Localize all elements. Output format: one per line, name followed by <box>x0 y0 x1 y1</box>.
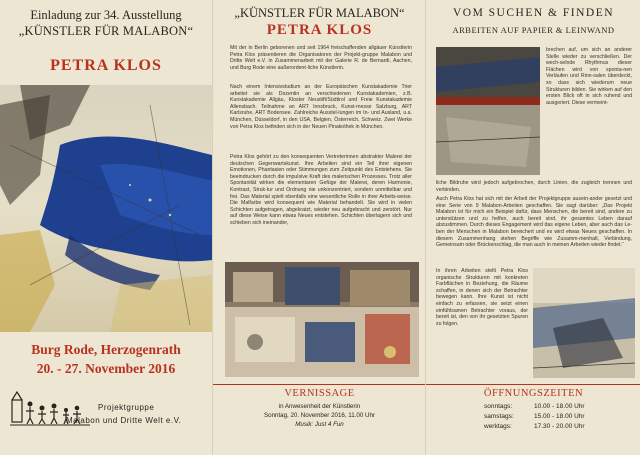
studio-photo <box>225 262 419 377</box>
hours-time: 15.00 - 18.00 Uhr <box>534 413 585 420</box>
hours-time: 10.00 - 18.00 Uhr <box>534 403 585 410</box>
org-name-line2: Malabon und Dritte Welt e.V. <box>66 416 182 425</box>
hours-day: sonntags: <box>484 403 513 410</box>
hours-time: 17.30 - 20.00 Uhr <box>534 423 585 430</box>
about-title: „KÜNSTLER FÜR MALABON“ <box>234 6 405 20</box>
vernissage-datetime: Sonntag, 20. November 2016, 11.00 Uhr <box>264 412 375 419</box>
invitation-line: Einladung zur 34. Ausstellung <box>30 8 182 22</box>
org-name-line1: Projektgruppe <box>98 403 155 412</box>
vernissage-heading: VERNISSAGE <box>284 388 355 399</box>
artist-name: PETRA KLOS <box>50 57 162 74</box>
works-quote: Auch Petra Klos hat sich mit der Arbeit der Projektgruppe ausein-ander gesetzt und eine Serie von 9 Malabon-Arbeiten geschaffen. Sie sagt darüber: „Das Projekt Malabon ist für mich ein Beispiel dafür, dass Menschen, die bereit sind, andere zu unterstützen und zu helfen, auch bereit sind, ihr gesamtes Leben darauf abzustimmen. Durch dieses Engagement wird das eigene Leben, aber auch das Le-ben der Menschen in Malabon bereichert und es wird etwas Neues geschaffen. In diesem Zusammenhang stehen Begriffe wie Zusamm-menhalt, Verbindung, Gemeinsam oder Brückenschlag, die man auch in meinen Arbeiten wieder findet.“ <box>436 196 632 249</box>
vernissage-presence: in Anwesenheit der Künstlerin <box>278 403 361 410</box>
works-text-1: brechen auf, um sich an anderer Stelle wieder zu verschließen. Der wech-selnde Rhythmus dieser Flächen wird von sponta-nen Verläufen und Rinn-salen überdeckt, so dass sich wiederum neue Strukturen bilden. Sie wirken auf den ersten Blick oft in sich ruhend und ausgeriert. Diese vermeint- <box>546 47 632 106</box>
divider <box>426 384 640 385</box>
hours-day: samstags: <box>484 413 514 420</box>
exhibition-dates: 20. - 27. November 2016 <box>36 361 176 376</box>
works-subtitle: ARBEITEN AUF PAPIER & LEINWAND <box>452 25 615 35</box>
works-title: VOM SUCHEN & FINDEN <box>452 7 615 19</box>
cover-painting <box>0 85 212 332</box>
works-text-3: In ihren Arbeiten stellt Petra Klos organische Strukturen mit konkreten Farbflächen in Beziehung, die Räume schaffen, in denen sich der Betrachter bewegen kann. Ihre Kunst ist nicht einfach zu erfassen, sie setzt einen einfühlsamen Betrachter voraus, der bereit ist, den von ihr gesetzten Spuren zu folgen. <box>436 268 528 327</box>
about-panel <box>212 0 425 455</box>
venue: Burg Rode, Herzogenrath <box>31 342 181 357</box>
bio-paragraph-3: Petra Klos gehört zu den konsequenten Vertreterinnen abstrakter Malerei der deutschen Gegenwartskunst. Ihre Arbeiten sind ein Teil ihrer eigenen Emotionen, Phantasien oder Stimmungen zum Zeitpunkt des Entstehens. Sie beeindrucken durch die impulsive Kraft des malerischen Prozesses. Trotz aller Spontanität wirken die elementaren Gefüge der Malerei, deren Harmonie, Kontrast, Struk-tur und Ordnung nie unkonzentriert, sondern unmittelbar und frei. Das Material spielt ebenfalls eine wesentliche Rolle in ihrer Arbeits-weise. Die Malfarbe wird konsequent wie Material behandelt. Sie wird in vielen Schichten aufgetragen, abgekratzt, wieder neu aufgebracht und zerstört. Nur auf diese Weise kann etwas Neues entstehen. Schichten überlagern sich und schieben sich ineinander, <box>230 154 412 226</box>
bio-paragraph-2: Nach einem Intensivstudium an der Europäischen Kunstakademie Trier arbeitet sie als Dozentin an verschiedenen Kunstakademien, z.B. Kunstakademie Allgäu, Kloster Neustift/Südtirol und Freie Kunstakademie Allensbach. Teilnahme an ART Innsbruck, Kunst-messe Salzburg, ART Karlsruhe, ART Bodensee. Zahlreiche Ausstel-lungen im In- und Ausland, u.a. München, Düsseldorf, in den USA, Belgien, Österreich, Schweiz. Zwei Werke von Petra Klos befinden sich in der Neuen Pinakothek in München. <box>230 84 412 130</box>
works-text-2: liche Bildruhe wird jedoch aufgebrochen, durch Linien, die zugleich trennen und verbinden. <box>436 180 632 193</box>
works-panel <box>425 0 640 455</box>
cover-panel <box>0 0 212 455</box>
opening-hours-heading: ÖFFNUNGSZEITEN <box>483 388 584 399</box>
vernissage-music: Musik: Just 4 Fun <box>295 421 344 428</box>
divider <box>213 384 426 385</box>
about-artist: PETRA KLOS <box>266 22 373 38</box>
artwork-image-2 <box>533 268 635 378</box>
exhibition-title: „KÜNSTLER FÜR MALABON“ <box>18 24 194 38</box>
artwork-image-1 <box>436 47 540 175</box>
bio-paragraph-1: Mit der in Berlin geborenen und seit 1964 freischaffenden allgäuer Künstlerin Petra Klos präsentieren die Organisatoren der Projekt-gruppe Malabon und Dritte Welt e.V. in Zusammenarbeit mit der Galerie R. de Bernardi, Aachen, und Burg Rode eine außerordent-liche Künstlerin. <box>230 45 412 71</box>
hours-day: werktags: <box>484 423 512 430</box>
